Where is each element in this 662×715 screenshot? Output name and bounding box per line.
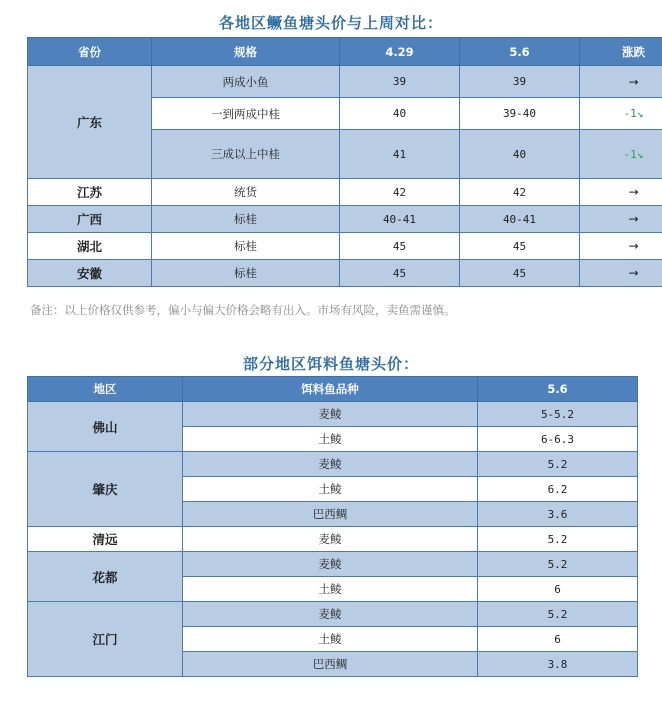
variety-cell: 麦鲮 [183, 452, 478, 477]
spec-cell: 三成以上中桂 [152, 130, 340, 179]
table-row [28, 452, 638, 477]
header-date-prev: 4.29 [340, 38, 460, 66]
spec-cell: 统货 [152, 179, 340, 206]
prev-price-cell: 45 [340, 260, 460, 287]
table1-title: 各地区鳜鱼塘头价与上周对比： [218, 14, 443, 32]
region-foshan: 佛山 [28, 402, 183, 452]
variety-cell: 巴西鲷 [183, 652, 478, 677]
cur-price-cell: 40-41 [460, 206, 580, 233]
province-guangxi: 广西 [28, 206, 152, 233]
province-hubei: 湖北 [28, 233, 152, 260]
flat-arrow-icon: → [580, 179, 662, 206]
price-cell: 3.8 [478, 652, 638, 677]
prev-price-cell: 41 [340, 130, 460, 179]
header-province: 省份 [28, 38, 152, 66]
table-row [28, 206, 662, 233]
change-down-cell: -1↘ [580, 98, 662, 130]
variety-cell: 麦鲮 [183, 402, 478, 427]
region-qingyuan: 清远 [28, 527, 183, 552]
variety-cell: 土鲮 [183, 627, 478, 652]
cur-price-cell: 42 [460, 179, 580, 206]
flat-arrow-icon: → [580, 206, 662, 233]
region-huadu: 花都 [28, 552, 183, 602]
price-cell: 6.2 [478, 477, 638, 502]
price-cell: 5.2 [478, 452, 638, 477]
region-zhaoqing: 肇庆 [28, 452, 183, 527]
table-row [28, 552, 638, 577]
price-cell: 5.2 [478, 552, 638, 577]
header-spec: 规格 [152, 38, 340, 66]
prev-price-cell: 40-41 [340, 206, 460, 233]
price-cell: 5-5.2 [478, 402, 638, 427]
variety-cell: 土鲮 [183, 477, 478, 502]
table-row [28, 260, 662, 287]
province-guangdong: 广东 [28, 66, 152, 179]
table-row [28, 66, 662, 98]
cur-price-cell: 45 [460, 233, 580, 260]
cur-price-cell: 45 [460, 260, 580, 287]
spec-cell: 标桂 [152, 260, 340, 287]
header-variety: 饵料鱼品种 [183, 377, 478, 402]
flat-arrow-icon: → [580, 233, 662, 260]
spec-cell: 两成小鱼 [152, 66, 340, 98]
header-change: 涨跌 [580, 38, 662, 66]
prev-price-cell: 40 [340, 98, 460, 130]
mandarin-fish-price-table [27, 37, 662, 287]
province-jiangsu: 江苏 [28, 179, 152, 206]
header-date: 5.6 [478, 377, 638, 402]
spec-cell: 标桂 [152, 206, 340, 233]
variety-cell: 土鲮 [183, 427, 478, 452]
region-jiangmen: 江门 [28, 602, 183, 677]
cur-price-cell: 40 [460, 130, 580, 179]
table-row [28, 402, 638, 427]
spec-cell: 标桂 [152, 233, 340, 260]
table2-title: 部分地区饵料鱼塘头价： [242, 355, 419, 373]
variety-cell: 麦鲮 [183, 552, 478, 577]
variety-cell: 土鲮 [183, 577, 478, 602]
header-region: 地区 [28, 377, 183, 402]
cur-price-cell: 39 [460, 66, 580, 98]
table-row [28, 527, 638, 552]
flat-arrow-icon: → [580, 260, 662, 287]
table-row [28, 602, 638, 627]
flat-arrow-icon: → [580, 66, 662, 98]
province-anhui: 安徽 [28, 260, 152, 287]
header-date-cur: 5.6 [460, 38, 580, 66]
variety-cell: 麦鲮 [183, 602, 478, 627]
spec-cell: 一到两成中桂 [152, 98, 340, 130]
table-row [28, 179, 662, 206]
feed-fish-price-table [27, 376, 638, 677]
price-cell: 5.2 [478, 602, 638, 627]
prev-price-cell: 42 [340, 179, 460, 206]
prev-price-cell: 45 [340, 233, 460, 260]
price-cell: 6-6.3 [478, 427, 638, 452]
cur-price-cell: 39-40 [460, 98, 580, 130]
table-row [28, 233, 662, 260]
price-cell: 6 [478, 577, 638, 602]
price-cell: 5.2 [478, 527, 638, 552]
price-cell: 3.6 [478, 502, 638, 527]
table-header-row [28, 38, 662, 66]
variety-cell: 巴西鲷 [183, 502, 478, 527]
price-cell: 6 [478, 627, 638, 652]
disclaimer-note: 备注：以上价格仅供参考，偏小与偏大价格会略有出入。市场有风险，卖鱼需谨慎。 [30, 303, 456, 317]
prev-price-cell: 39 [340, 66, 460, 98]
change-down-cell: -1↘ [580, 130, 662, 179]
table-header-row [28, 377, 638, 402]
variety-cell: 麦鲮 [183, 527, 478, 552]
